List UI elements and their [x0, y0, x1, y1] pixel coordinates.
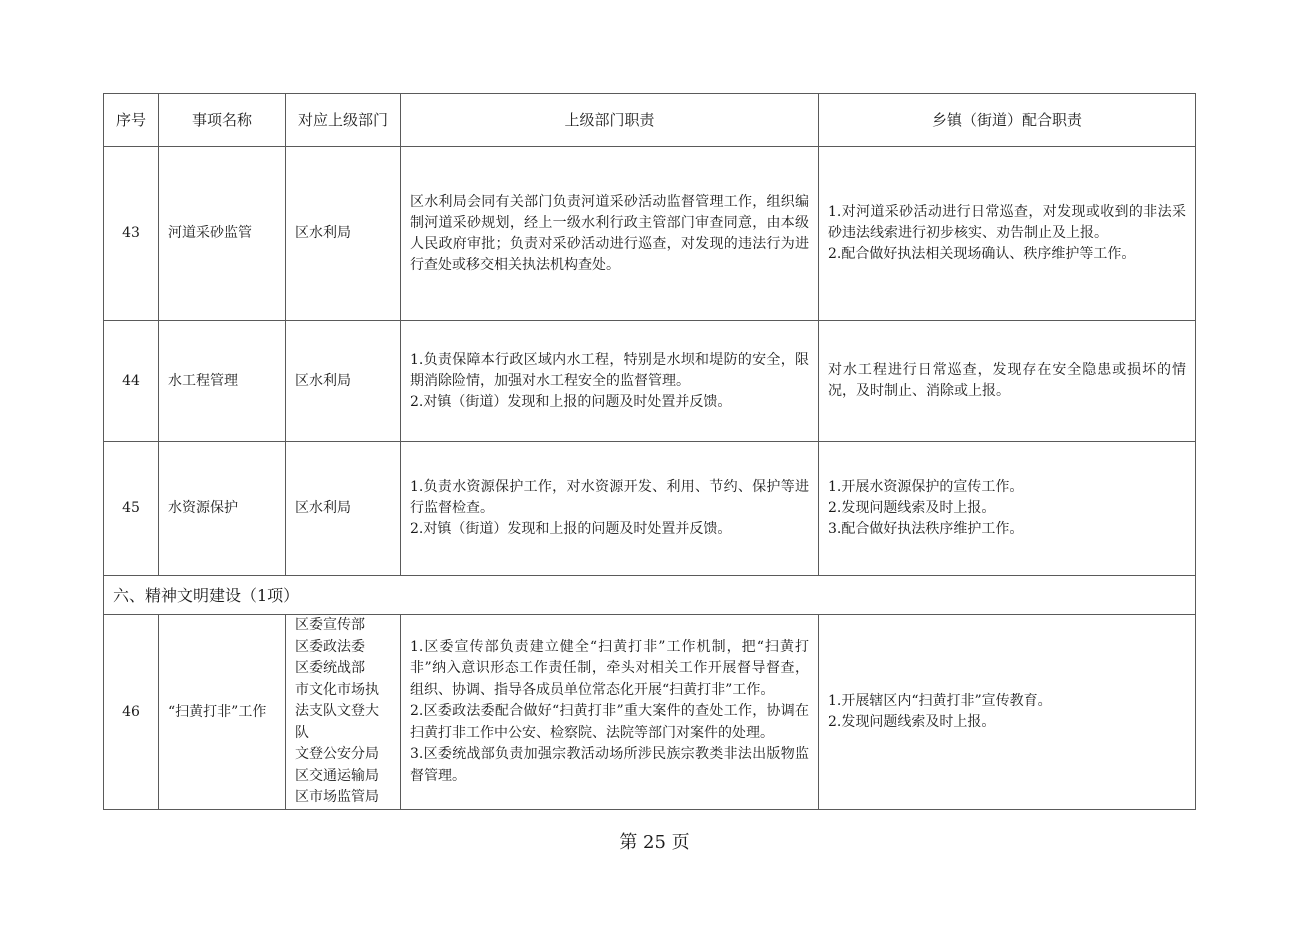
item-name: “扫黄打非”工作 [159, 615, 286, 810]
coop-cell [819, 321, 1196, 442]
dept-name: 区水利局 [295, 372, 351, 389]
coop-cell [819, 615, 1196, 810]
dept-name: 区水利局 [295, 500, 351, 516]
dept-name: 区委统战部 [295, 660, 365, 677]
coop-text: 1.开展水资源保护的宣传工作。 [828, 479, 1024, 495]
header-duties: 上级部门职责 [401, 94, 819, 147]
table-row [104, 321, 1196, 442]
dept-name: 市文化市场执法支队文登大队 [295, 681, 379, 741]
row-number: 43 [104, 147, 159, 321]
dept-name: 区委政法委 [295, 638, 365, 655]
row-number: 45 [104, 442, 159, 576]
duties-cell [401, 147, 819, 321]
dept-name: 文登公安分局 [295, 746, 379, 763]
duty-table [103, 93, 1196, 810]
duty-text: 1.区委宣传部负责建立健全“扫黄打非”工作机制，把“扫黄打非”纳入意识形态工作责任制，牵头对相关工作开展督导督查，组织、协调、指导各成员单位常态化开展“扫黄打非”工作。 [410, 638, 809, 698]
duties-cell [401, 442, 819, 576]
coop-cell [819, 442, 1196, 576]
coop-text: 1.开展辖区内“扫黄打非”宣传教育。 [828, 693, 1052, 709]
coop-text: 3.配合做好执法秩序维护工作。 [828, 521, 1024, 537]
duty-text: 2.对镇（街道）发现和上报的问题及时处置并反馈。 [410, 393, 732, 410]
dept-cell [286, 615, 401, 810]
duty-text: 1.负责水资源保护工作，对水资源开发、利用、节约、保护等进行监督检查。 [410, 479, 809, 516]
header-num: 序号 [104, 94, 159, 147]
header-dept: 对应上级部门 [286, 94, 401, 147]
duty-text: 3.区委统战部负责加强宗教活动场所涉民族宗教类非法出版物监督管理。 [410, 746, 809, 784]
header-name: 事项名称 [159, 94, 286, 147]
dept-cell [286, 147, 401, 321]
coop-text: 对水工程进行日常巡查，发现存在安全隐患或损坏的情况，及时制止、消除或上报。 [828, 362, 1186, 399]
item-name: 水工程管理 [159, 321, 286, 442]
dept-name: 区市场监管局 [295, 789, 379, 806]
duty-text: 2.对镇（街道）发现和上报的问题及时处置并反馈。 [410, 521, 732, 537]
header-coop: 乡镇（街道）配合职责 [819, 94, 1196, 147]
dept-name: 区交通运输局 [295, 767, 379, 784]
dept-name: 区水利局 [295, 225, 351, 241]
coop-text: 1.对河道采砂活动进行日常巡查，对发现或收到的非法采砂违法线索进行初步核实、劝告制止及上报。 [828, 204, 1186, 241]
duties-cell [401, 615, 819, 810]
coop-cell [819, 147, 1196, 321]
section-row [104, 576, 1196, 615]
duty-text: 1.负责保障本行政区域内水工程，特别是水坝和堤防的安全，限期消除险情，加强对水工程安全的监督管理。 [410, 351, 809, 389]
coop-text: 2.发现问题线索及时上报。 [828, 714, 996, 730]
duty-text: 区水利局会同有关部门负责河道采砂活动监督管理工作，组织编制河道采砂规划，经上一级水利行政主管部门审查同意，由本级人民政府审批；负责对采砂活动进行巡查，对发现的违法行为进行查处或移交相关执法机构查处。 [410, 193, 809, 273]
item-name: 水资源保护 [159, 442, 286, 576]
dept-name: 区委宣传部 [295, 617, 365, 634]
row-number: 46 [104, 615, 159, 810]
item-name: 河道采砂监管 [159, 147, 286, 321]
table-row [104, 147, 1196, 321]
table-row [104, 442, 1196, 576]
table-row [104, 615, 1196, 810]
dept-cell [286, 321, 401, 442]
coop-text: 2.发现问题线索及时上报。 [828, 500, 996, 516]
page-number: 第 25 页 [619, 832, 690, 853]
coop-text: 2.配合做好执法相关现场确认、秩序维护等工作。 [828, 246, 1136, 262]
table-header-row [104, 94, 1196, 147]
duties-cell [401, 321, 819, 442]
row-number: 44 [104, 321, 159, 442]
section-title: 六、精神文明建设（1项） [104, 576, 1196, 615]
dept-cell [286, 442, 401, 576]
duty-text: 2.区委政法委配合做好“扫黄打非”重大案件的查处工作，协调在扫黄打非工作中公安、检察院、法院等部门对案件的处理。 [410, 703, 809, 741]
